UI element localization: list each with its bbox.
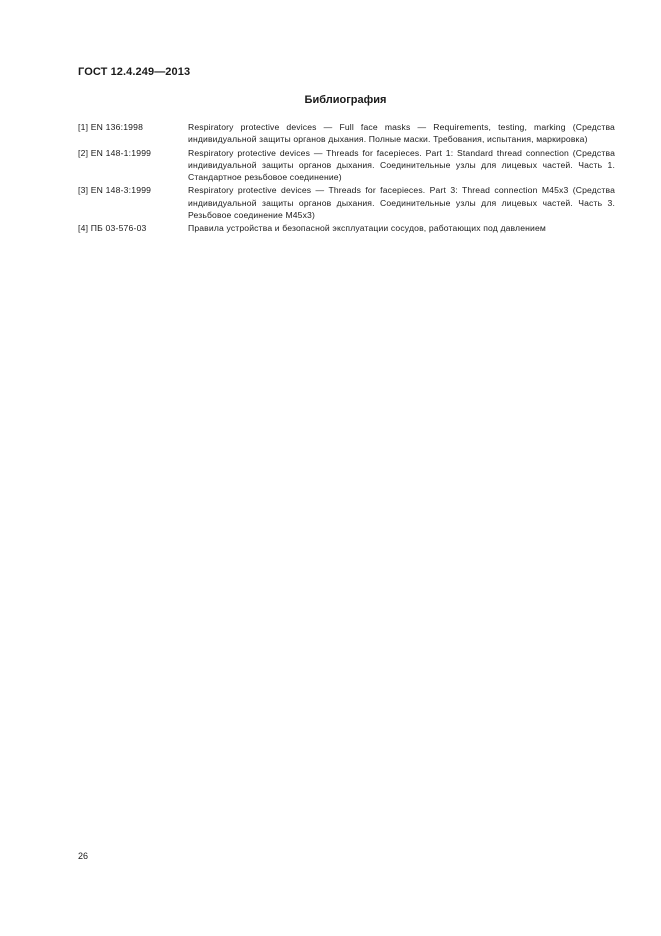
bibliography-ref: [4] ПБ 03-576-03 [78,223,147,234]
bibliography-ref: [3] EN 148-3:1999 [78,185,152,196]
bibliography-entry [78,147,615,184]
bibliography-entry [78,184,615,221]
bibliography-text: Respiratory protective devices — Threads for facepieces. Part 3: Thread connection M45x3 (Средства индивидуальной защиты органов дыхания. Соединительные узлы для лицевых частей. Часть 3. Резьбовое соединение M45x3) [188,185,615,221]
bibliography-ref: [1] EN 136:1998 [78,122,144,132]
bibliography-entry [78,222,615,234]
bibliography-entry [78,121,615,146]
bibliography-text: Respiratory protective devices — Threads for facepieces. Part 1: Standard thread connection (Средства индивидуальной защиты органов дыхания. Соединительные узлы для лицевых частей. Часть 1. Стандартное резьбовое соединение) [188,147,615,183]
document-code: ГОСТ 12.4.249—2013 [78,66,191,78]
page-number: 26 [78,851,89,861]
bibliography-text: Respiratory protective devices — Full face masks — Requirements, testing, marking (Средства индивидуальной защиты органов дыхания. Полные маски. Требования, испытания, маркировка) [188,122,615,145]
bibliography-ref: [2] EN 148-1:1999 [78,147,152,158]
bibliography-list [78,121,615,236]
bibliography-text: Правила устройства и безопасной эксплуатации сосудов, работающих под давлением [188,223,546,234]
section-title: Библиография [304,94,387,106]
